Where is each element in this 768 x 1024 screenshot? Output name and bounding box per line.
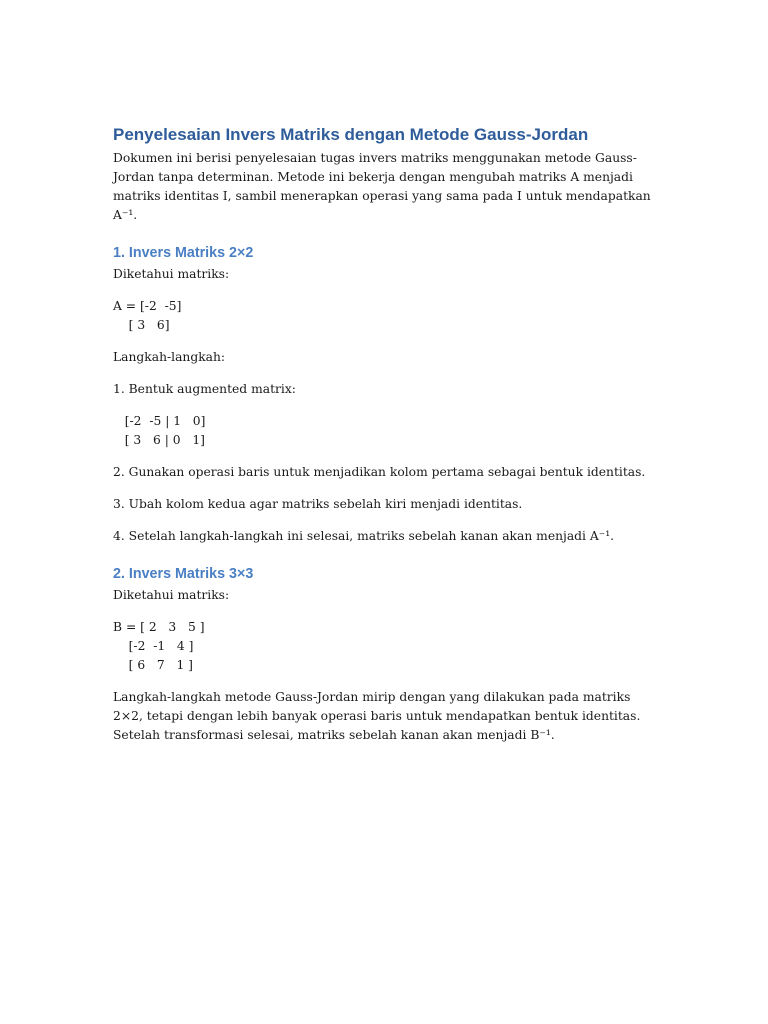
section-2-heading: 2. Invers Matriks 3×3 — [113, 566, 254, 582]
section-2-given: Diketahui matriks: — [113, 588, 230, 602]
matrix-a-row-2: [ 3 6] — [113, 318, 170, 332]
section-2-conclusion: Langkah-langkah metode Gauss-Jordan mirip dengan yang dilakukan pada matriks 2×2, tetapi dengan lebih banyak operasi baris untuk mendapatkan bentuk identitas. Setelah transformasi selesai, matriks sebelah kanan akan menjadi B⁻¹. — [113, 690, 641, 742]
matrix-b-row-1: B = [ 2 3 5 ] — [113, 620, 205, 634]
matrix-b-row-3: [ 6 7 1 ] — [113, 658, 193, 672]
intro-paragraph: Dokumen ini berisi penyelesaian tugas invers matriks menggunakan metode Gauss-Jordan tanpa determinan. Metode ini bekerja dengan mengubah matriks A menjadi matriks identitas I, sambil menerapkan operasi yang sama pada I untuk mendapatkan A⁻¹. — [113, 151, 651, 222]
step-1: 1. Bentuk augmented matrix: — [113, 382, 296, 396]
section-1-heading: 1. Invers Matriks 2×2 — [113, 245, 254, 261]
step-2: 2. Gunakan operasi baris untuk menjadikan kolom pertama sebagai bentuk identitas. — [113, 465, 646, 479]
matrix-b — [113, 618, 658, 675]
augmented-row-1: [-2 -5 | 1 0] — [113, 414, 206, 428]
matrix-b-row-2: [-2 -1 4 ] — [113, 639, 194, 653]
step-4: 4. Setelah langkah-langkah ini selesai, matriks sebelah kanan akan menjadi A⁻¹. — [113, 529, 615, 543]
document-page — [113, 124, 658, 745]
steps-label: Langkah-langkah: — [113, 350, 226, 364]
section-1-given: Diketahui matriks: — [113, 267, 230, 281]
matrix-a — [113, 297, 658, 335]
document-title: Penyelesaian Invers Matriks dengan Metode Gauss-Jordan — [113, 125, 589, 144]
step-3: 3. Ubah kolom kedua agar matriks sebelah kiri menjadi identitas. — [113, 497, 523, 511]
augmented-matrix — [113, 412, 658, 450]
augmented-row-2: [ 3 6 | 0 1] — [113, 433, 205, 447]
matrix-a-row-1: A = [-2 -5] — [113, 299, 182, 313]
